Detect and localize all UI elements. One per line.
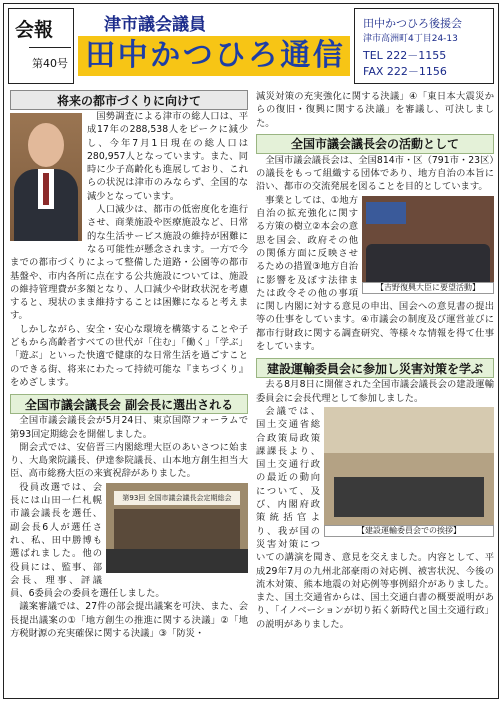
org-fax: FAX 222－1156 xyxy=(363,65,447,78)
org-address: 津市高洲町4丁目24-13 xyxy=(363,34,458,44)
title-char: ひ xyxy=(215,38,246,73)
title-char: 信 xyxy=(312,38,343,73)
committee-photo xyxy=(324,407,494,537)
paragraph: 会議では、国土交通省総合政策局政策課課長より、国土交通行政の最近の動向について、及び、内閣府政策統括官より、我が国の災害対策についての講演を聞き、意見を交えました。内容として、平成29年7月の九州北部豪雨の対応例、被害状況、今後の流木対策、熊本地震の対応例等事例紹介がありました。また、国土交通省からは、国土交通白書の概要説明があり、「イノベーションが切り拓く新時代と国土交通行政」の説明がありました。 xyxy=(256,405,494,630)
paragraph: 全国市議会議長会は、全国814市・区（791市・23区）の議長をもって組織する団体であり、地方自治の本旨に沿い、都市の交流発展を図ることを目的としています。 xyxy=(256,154,494,193)
assembly-banner: 第93回 全国市議会議長会定期総会 xyxy=(114,491,240,505)
portrait-photo xyxy=(10,113,82,241)
paragraph: 人口減少は、都市の低密度化を進行させ、商業施設や医療施設など、日常的な生活サービス施設の維持が困難になる可能性が懸念されます。一方で今までの都市づくりによって整備した道路・公園等の都市基盤や、市内各所に点在する公共施設については、施設の維持管理費が多額となり、人口減少や財政状況を考慮すると、現状のまま維持することは困難になると考えます。 xyxy=(10,204,248,322)
right-column xyxy=(256,90,494,631)
section-heading: 将来の都市づくりに向けて xyxy=(10,90,248,110)
title-name-bar xyxy=(78,36,350,76)
wall-shape xyxy=(324,407,494,453)
section-heading: 全国市議会議長会 副会長に選出される xyxy=(10,394,248,414)
org-name: 田中かつひろ後援会 xyxy=(363,17,462,30)
flag-shape xyxy=(366,202,406,224)
title-char: ろ xyxy=(247,38,278,73)
paragraph: 減災対策の充実強化に関する決議」④「東日本大震災からの復旧・復興に関する決議」を審議し、可決しました。 xyxy=(256,91,494,129)
lobby-photo xyxy=(362,196,494,294)
paragraph: 事業としては、①地方自治の拡充強化に関する方策の樹立②本会の意思を国会、政府その他の関係方面に反映させるための措置③地方自治に影響を及ぼす法律または政令その他の事項に関し内閣に対する意見の申出、国会への意見書の提出等の仕事をしています。④市議会の制度及び運営並びに都市行財政に関する調査研究、等様々な情報を得て仕事をしています。 xyxy=(256,194,494,353)
section-heading: 建設運輸委員会に参加し災害対策を学ぶ xyxy=(256,358,494,378)
paragraph: 国勢調査による津市の総人口は、平成17年の288,538人をピークに減少し、今年7月1日現在の総人口は280,957人となっています。また、同時に少子高齢化も進展しており、これらの状況は津市のみならず、全国的な減少となっています。 xyxy=(87,111,248,202)
paragraph: 去る8月8日に開催された全国市議会議長会の建設運輸委員会に会長代理として参加しました。 xyxy=(256,379,494,404)
issue-number: 第40号 xyxy=(29,47,71,78)
title-char: 中 xyxy=(117,38,148,73)
section-heading: 全国市議会議長会の活動として xyxy=(256,134,494,154)
title-subtitle: 津市議会議員 xyxy=(104,15,206,35)
paragraph: 議案審議では、27件の部会提出議案を可決、また、会長提出議案の①「地方創生の推進に関する決議」②「地方税財源の充実確保に関する決議」③「防災・ xyxy=(10,601,248,639)
stage-shape xyxy=(114,509,240,549)
photo-caption: 【建設運輸委員会での挨拶】 xyxy=(324,525,494,537)
newsletter-title xyxy=(78,8,350,84)
paragraph: 役員改選では、会長には山田一仁札幌市議会議長を選任、副会長6人が選任され、私、田中勝博も選ばれました。他の役員には、監事、部会長、理事、評議員、6委員会の委員を選任しました。 xyxy=(10,481,165,600)
title-char: 田 xyxy=(85,38,116,73)
assembly-photo xyxy=(106,483,248,573)
title-char: か xyxy=(150,38,181,73)
org-tel: TEL 222－1155 xyxy=(363,49,447,62)
face-shape xyxy=(28,123,64,167)
left-column xyxy=(10,90,248,640)
paragraph: 全国市議会議長会が5月24日、東京国際フォーラムで第93回定期総会を開催しました。 xyxy=(10,415,248,440)
table-shape xyxy=(334,477,484,517)
title-char: 通 xyxy=(280,38,311,73)
kaiho-label: 会報 xyxy=(15,19,54,41)
supporters-box xyxy=(354,8,494,84)
paragraph: 開会式では、安倍晋三内閣総理大臣のあいさつに始まり、大島衆院議長、伊達参院議長、山本地方創生担当大臣、高市総務大臣の来賓祝辞がありました。 xyxy=(10,441,248,480)
issue-box xyxy=(8,8,74,84)
newsletter-page xyxy=(3,3,499,699)
masthead xyxy=(8,8,494,84)
paragraph: しかしながら、安全・安心な環境を構築することや子どもから高齢者すべての世代が「住む」「働く」「学ぶ」「遊ぶ」といった快適で健康的な日常生活を過ごすことのできる街、将来にわたって持続可能な『まちづくり』をめざします。 xyxy=(10,323,248,388)
photo-caption: 【吉野復興大臣に要望活動】 xyxy=(362,282,494,294)
title-char: つ xyxy=(182,38,213,73)
crowd-shape xyxy=(106,549,248,573)
tie-shape xyxy=(43,173,49,205)
